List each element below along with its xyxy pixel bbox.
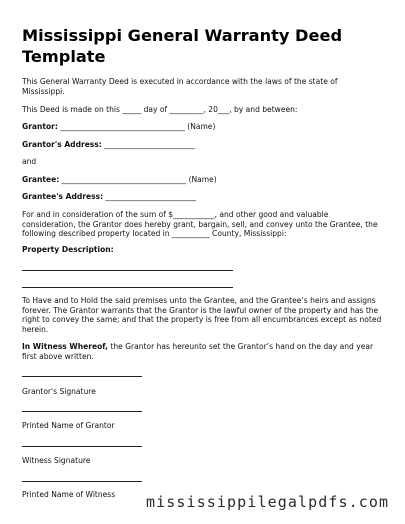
property-description-label: Property Description: [22, 245, 114, 254]
grantee-line [22, 175, 384, 185]
grantor-address-label: Grantor's Address: [22, 140, 102, 149]
grantor-name-blank: _________________________________ (Name) [57, 122, 216, 131]
grantee-address-blank: ________________________ [103, 192, 197, 201]
witness-signature-line [22, 446, 142, 447]
property-description-line-1 [22, 270, 233, 271]
witness-signature-caption: Witness Signature [22, 456, 91, 465]
grantor-label: Grantor: [22, 122, 58, 131]
intro-paragraph: This General Warranty Deed is executed in accordance with the laws of the state of Mississippi. [22, 77, 338, 96]
grantor-signature-line [22, 376, 142, 377]
grantee-label: Grantee: [22, 175, 60, 184]
grantee-address-line [22, 192, 384, 202]
grantee-name-blank: _________________________________ (Name) [59, 175, 217, 184]
witness-whereof-text: the Grantor has hereunto set the Grantor’s hand on the day and year first above written. [22, 342, 374, 361]
consideration-paragraph: For and in consideration of the sum of $___________, and other good and valuable consideration, the Grantor does hereby grant, bargain, sell, and convey unto the Grantee, the following described property located in __________ County, Mississippi: [22, 210, 378, 239]
document-title: Mississippi General Warranty Deed Template [22, 26, 343, 66]
grantor-signature-caption: Grantor's Signature [22, 387, 96, 396]
grantor-address-line [22, 140, 384, 150]
witness-printed-name-caption: Printed Name of Witness [22, 490, 116, 499]
witness-printed-name-line [22, 481, 142, 482]
grantor-line [22, 122, 384, 132]
habendum-paragraph: To Have and to Hold the said premises unto the Grantee, and the Grantee’s heirs and assigns forever. The Grantor warrants that the Grantor is the lawful owner of the property and has the right to convey the same; and that the property is free from all encumbrances except as noted herein. [22, 296, 382, 335]
witness-whereof-label: In Witness Whereof, [22, 342, 109, 351]
site-watermark: mississippilegalpdfs.com [146, 493, 390, 511]
and-text: and [22, 157, 37, 166]
grantor-address-blank: ________________________ [101, 140, 195, 149]
witness-whereof-paragraph [22, 342, 384, 361]
property-description-line-2 [22, 287, 233, 288]
date-line: This Deed is made on this _____ day of _________, 20___, by and between: [22, 105, 298, 114]
grantor-printed-name-line [22, 411, 142, 412]
deed-document [22, 26, 384, 499]
grantor-printed-name-caption: Printed Name of Grantor [22, 421, 115, 430]
grantee-address-label: Grantee's Address: [22, 192, 104, 201]
